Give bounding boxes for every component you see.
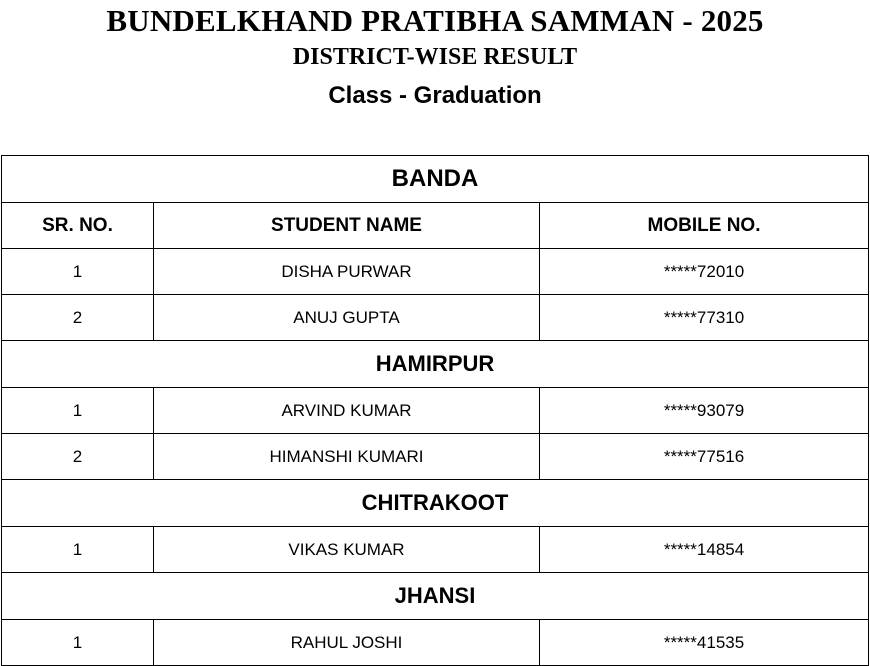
table-row [2,249,869,295]
district-name: BANDA [2,156,869,203]
sr-no-cell: 2 [2,434,154,480]
sr-no-cell: 1 [2,249,154,295]
student-name-cell: VIKAS KUMAR [154,527,540,573]
student-name-cell: HIMANSHI KUMARI [154,434,540,480]
sr-no-cell: 1 [2,388,154,434]
column-header-sr-no: SR. NO. [2,203,154,249]
district-header-row [2,156,869,203]
table-row [2,620,869,666]
district-header-row [2,341,869,388]
sr-no-cell: 1 [2,620,154,666]
sr-no-cell: 2 [2,295,154,341]
mobile-no-cell: *****14854 [540,527,869,573]
mobile-no-cell: *****77310 [540,295,869,341]
table-row [2,295,869,341]
table-row [2,434,869,480]
district-name: CHITRAKOOT [2,480,869,527]
mobile-no-cell: *****72010 [540,249,869,295]
mobile-no-cell: *****41535 [540,620,869,666]
column-header-row [2,203,869,249]
student-name-cell: RAHUL JOSHI [154,620,540,666]
table-row [2,527,869,573]
sr-no-cell: 1 [2,527,154,573]
column-header-student-name: STUDENT NAME [154,203,540,249]
mobile-no-cell: *****93079 [540,388,869,434]
district-header-row [2,480,869,527]
class-label: Class - Graduation [328,82,542,109]
student-name-cell: DISHA PURWAR [154,249,540,295]
district-header-row [2,573,869,620]
column-header-mobile-no: MOBILE NO. [540,203,869,249]
page-title: BUNDELKHAND PRATIBHA SAMMAN - 2025 [106,3,764,38]
table-row [2,388,869,434]
district-name: JHANSI [2,573,869,620]
student-name-cell: ARVIND KUMAR [154,388,540,434]
page-subtitle: DISTRICT-WISE RESULT [292,44,578,70]
district-name: HAMIRPUR [2,341,869,388]
result-table [1,155,869,666]
student-name-cell: ANUJ GUPTA [154,295,540,341]
mobile-no-cell: *****77516 [540,434,869,480]
